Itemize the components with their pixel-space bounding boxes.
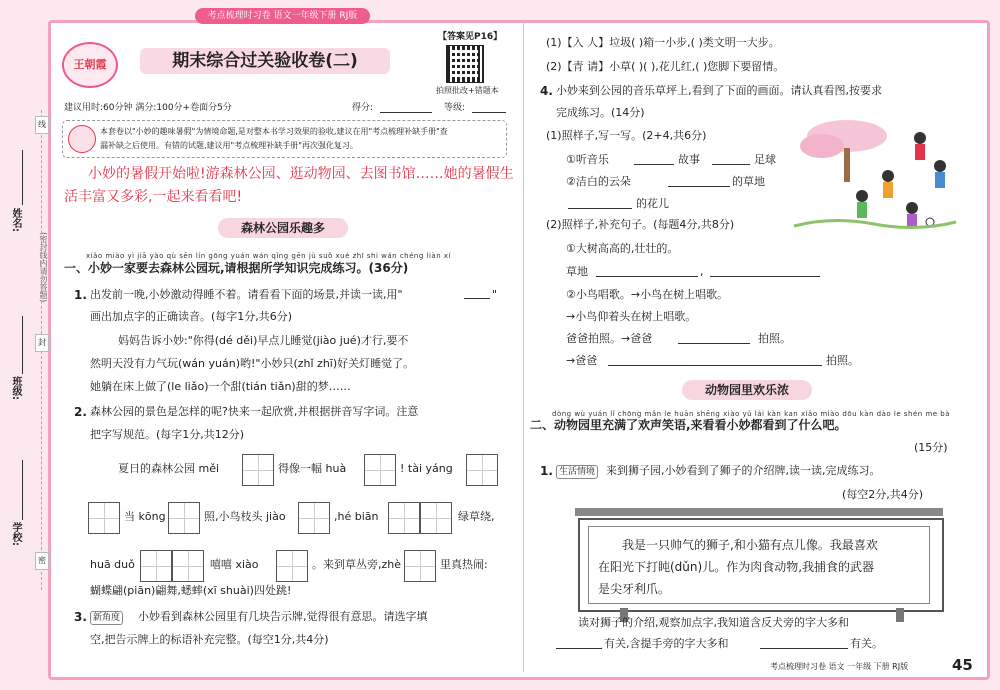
s2-after-line-1: 读对狮子的介绍,观察加点字,我知道含反犬旁的字大多和 xyxy=(578,616,849,629)
seal-tab-secret: 密 xyxy=(35,552,49,570)
s2-after-line-2: 有关,含提手旁的字大多和 xyxy=(604,637,729,650)
q4-number: 4. xyxy=(540,84,553,98)
s2-q1-line-1: 来到狮子园,小妙看到了狮子的介绍牌,读一读,完成练习。 xyxy=(606,464,881,477)
q2-row4: 蝴蝶翩(piān)翩舞,蟋蟀(xī shuài)四处跳! xyxy=(90,584,292,597)
q4-part1-b2: 的草地 xyxy=(732,175,765,188)
sign-text-3: 是尖牙利爪。 xyxy=(598,582,671,596)
q4-part2-c: ②小鸟唱歌。→小鸟在树上唱歌。 xyxy=(566,288,729,301)
seal-tab-seal: 封 xyxy=(35,334,49,352)
section2-heading: 二、动物园里充满了欢声笑语,来看看小妙都看到了什么吧。 xyxy=(530,418,847,432)
s2-q1-points: (每空2分,共4分) xyxy=(842,488,924,501)
s2-q1-tag-label: 生活情境 xyxy=(556,465,598,479)
level-label: 等级: xyxy=(444,103,466,113)
q4-part1-a: ①听音乐 xyxy=(566,153,609,166)
s2-q1-number: 1. xyxy=(540,464,553,478)
q4-blank-6[interactable] xyxy=(710,276,820,277)
s2-q1-tag xyxy=(556,464,598,479)
child-head-5 xyxy=(906,202,918,214)
q4-part2-e2: 拍照。 xyxy=(758,332,791,345)
q4-part2-example: ①大树高高的,壮壮的。 xyxy=(566,242,679,255)
q2-row3-a: huā duǒ xyxy=(90,558,135,571)
q4-blank-4[interactable] xyxy=(568,208,632,209)
music-lawn-illustration xyxy=(792,118,957,233)
q1-quote-close: " xyxy=(492,288,498,301)
seal-note: (密封线内请勿答题) xyxy=(39,232,48,303)
q3-number: 3. xyxy=(74,610,87,624)
score-field[interactable] xyxy=(380,112,432,113)
section1-pinyin: xiǎo miào yì jiā yào qù sēn lín gōng yuán wán qǐng gēn jù suǒ xué zhī shi wán chéng liàn xí xyxy=(86,252,451,260)
q2-row1-b: 得像一幅 huà xyxy=(278,462,347,475)
sign-roof xyxy=(575,508,943,516)
score-label: 得分: xyxy=(352,103,374,113)
q2-row3-c: 。来到草丛旁,zhè xyxy=(312,558,402,571)
q2-grid-zhe[interactable] xyxy=(404,550,436,582)
section2-score: (15分) xyxy=(914,441,948,454)
child-head-4 xyxy=(856,190,868,202)
q2-row3-d: 里真热闹: xyxy=(440,558,488,571)
q1-line-1: 出发前一晚,小妙激动得睡不着。请看看下面的场景,并读一读,用" xyxy=(90,288,403,301)
page-number: 45 xyxy=(952,656,973,674)
section2-pinyin: dòng wù yuán lǐ chōng mǎn le huān shēng xiào yǔ lái kàn kan xiǎo miào dōu kàn dào le shén me bà xyxy=(552,410,951,418)
qr-code-pattern xyxy=(450,49,478,77)
time-score-info: 建议用时:60分钟 满分:100分+卷面分5分 xyxy=(64,103,232,113)
q2-number: 2. xyxy=(74,405,87,419)
q4-blank-1[interactable] xyxy=(634,164,674,165)
child-head-1 xyxy=(914,132,926,144)
instructions-line-2: 漏补缺之后使用。有错的试题,建议用"考点梳理补缺手册"再次强化复习。 xyxy=(100,141,358,150)
section-forest-title: 森林公园乐趣多 xyxy=(218,218,348,238)
q4-blank-5[interactable] xyxy=(596,276,698,277)
column-divider xyxy=(523,22,524,672)
q3-item-1[interactable]: (1)【入 人】垃圾( )箱一小步,( )类文明一大步。 xyxy=(546,36,780,49)
s2-blank-2[interactable] xyxy=(760,648,848,649)
q4-part2-f2: 拍照。 xyxy=(826,354,859,367)
child-body-3 xyxy=(883,182,893,198)
q3-line-2: 空,把告示牌上的标语补充完整。(每空1分,共4分) xyxy=(90,633,329,646)
q4-part2-b-comma: , xyxy=(700,265,704,278)
seal-tab-line: 线 xyxy=(35,116,49,134)
q1-number: 1. xyxy=(74,288,87,302)
q2-grid-row2-lead[interactable] xyxy=(88,502,120,534)
q4-part1-title: (1)照样子,写一写。(2+4,共6分) xyxy=(546,129,707,142)
q4-blank-8[interactable] xyxy=(608,365,822,366)
child-body-1 xyxy=(915,144,925,160)
q4-part2-d: →小鸟仰着头在树上唱歌。 xyxy=(566,310,697,323)
intro-line-1: 小妙的暑假开始啦!游森林公园、逛动物园、去图书馆……她的暑假生 xyxy=(88,166,514,182)
brand-logo xyxy=(62,42,118,88)
child-head-2 xyxy=(934,160,946,172)
q2-row2-b: 照,小鸟枝头 jiào xyxy=(204,510,286,523)
tree-canopy-2 xyxy=(800,134,844,158)
level-field[interactable] xyxy=(472,112,506,113)
q2-grid-hua[interactable] xyxy=(364,454,396,486)
child-body-2 xyxy=(935,172,945,188)
q1-story-1[interactable]: 妈妈告诉小妙:"你得(dé děi)早点儿睡觉(jiào jué)才行,要不 xyxy=(118,334,409,347)
class-label: 班级: xyxy=(10,376,21,400)
q1-line-2: 画出加点字的正确读音。(每字1分,共6分) xyxy=(90,310,293,323)
q2-row2-d: 绿草绕, xyxy=(458,510,495,523)
sign-text-1: 我是一只帅气的狮子,和小猫有点儿像。我最喜欢 xyxy=(622,538,878,552)
q2-row1-c: ! tài yáng xyxy=(400,462,453,475)
q1-underline-sample xyxy=(464,298,490,299)
school-field[interactable] xyxy=(22,460,23,520)
q2-grid-huaduo[interactable] xyxy=(140,550,204,582)
name-label: 姓名: xyxy=(10,208,21,232)
q4-part2-b-label: 草地 xyxy=(566,265,588,278)
q2-grid-jiao[interactable] xyxy=(298,502,330,534)
mascot-icon xyxy=(68,125,96,153)
q4-part1-b: ②洁白的云朵 xyxy=(566,175,631,188)
q4-part2-title: (2)照样子,补充句子。(每题4分,共8分) xyxy=(546,218,735,231)
intro-line-2: 活丰富又多彩,一起来看看吧! xyxy=(64,189,243,205)
q1-story-3[interactable]: 她躺在床上做了(le liǎo)一个甜(tián tiǎn)甜的梦…… xyxy=(90,380,351,393)
brand-logo-text: 王朝霞 xyxy=(73,58,107,71)
name-field[interactable] xyxy=(22,150,23,205)
q4-part1-a2: 故事 xyxy=(678,153,700,166)
q2-grid-kong[interactable] xyxy=(168,502,200,534)
q3-tag xyxy=(90,610,123,625)
tree-trunk xyxy=(844,148,850,182)
q3-item-2[interactable]: (2)【青 请】小草( )( ),花儿红,( )您脚下要留情。 xyxy=(546,60,785,73)
header-banner: 考点梳理时习卷 语文一年级下册 RJ版 xyxy=(195,8,370,24)
child-body-4 xyxy=(857,202,867,218)
q2-grid-xiao[interactable] xyxy=(276,550,308,582)
page-title: 期末综合过关验收卷(二) xyxy=(140,48,390,74)
footer-text: 考点梳理时习卷 语文 一年级 下册 RJ版 xyxy=(770,662,909,671)
q1-story-2[interactable]: 然明天没有力气玩(wán yuán)哟!"小妙只(zhǐ zhī)好关灯睡觉了。 xyxy=(90,357,415,370)
q4-line-1: 小妙来到公园的音乐草坪上,看到了下面的画面。请认真看图,按要求 xyxy=(556,84,882,97)
section1-heading: 一、小妙一家要去森林公园玩,请根据所学知识完成练习。(36分) xyxy=(64,261,409,275)
q2-row1-a: 夏日的森林公园 měi xyxy=(118,462,220,475)
q3-tag-label: 新角度 xyxy=(90,611,123,625)
q4-part2-e: 爸爸拍照。→爸爸 xyxy=(566,332,653,345)
q4-blank-7[interactable] xyxy=(678,343,750,344)
q4-blank-2[interactable] xyxy=(712,164,750,165)
q2-row2-c: ,hé biān xyxy=(334,510,379,523)
sign-post-right xyxy=(896,608,904,622)
q2-grid-mei[interactable] xyxy=(242,454,274,486)
q3-line-1: 小妙看到森林公园里有几块告示牌,觉得很有意思。请选字填 xyxy=(138,610,428,623)
q2-row2-a: 当 kōng xyxy=(124,510,166,523)
section-zoo-title: 动物园里欢乐浓 xyxy=(682,380,812,400)
q4-blank-3[interactable] xyxy=(668,186,730,187)
qr-caption: 拍照批改+错题本 xyxy=(436,86,499,95)
child-body-5 xyxy=(907,214,917,228)
s2-after-line-2b: 有关。 xyxy=(850,637,883,650)
class-field[interactable] xyxy=(22,316,23,374)
q2-grid-taiyang[interactable] xyxy=(466,454,498,486)
q4-part1-a3: 足球 xyxy=(754,153,776,166)
q4-part1-c: 的花儿 xyxy=(636,197,669,210)
s2-blank-1[interactable] xyxy=(556,648,602,649)
child-head-3 xyxy=(882,170,894,182)
instructions-line-1: 本套卷以"小妙的趣味暑假"为情境命题,是对整本书学习效果的验收,建议在用"考点梳理补缺手册"查 xyxy=(100,127,448,136)
q2-row3-b: 嘻嘻 xiào xyxy=(210,558,259,571)
answer-reference: 【答案见P16】 xyxy=(438,32,503,42)
q2-grid-hebian[interactable] xyxy=(388,502,452,534)
q4-part2-f: →爸爸 xyxy=(566,354,598,367)
school-label: 学校: xyxy=(10,522,21,546)
q4-line-2: 完成练习。(14分) xyxy=(556,106,645,119)
q2-line-2: 把字写规范。(每字1分,共12分) xyxy=(90,428,245,441)
q2-line-1: 森林公园的景色是怎样的呢?快来一起欣赏,并根据拼音写字词。注意 xyxy=(90,405,419,418)
sign-text-2: 在阳光下打盹(dǔn)儿。作为肉食动物,我捕食的武器 xyxy=(598,560,875,574)
